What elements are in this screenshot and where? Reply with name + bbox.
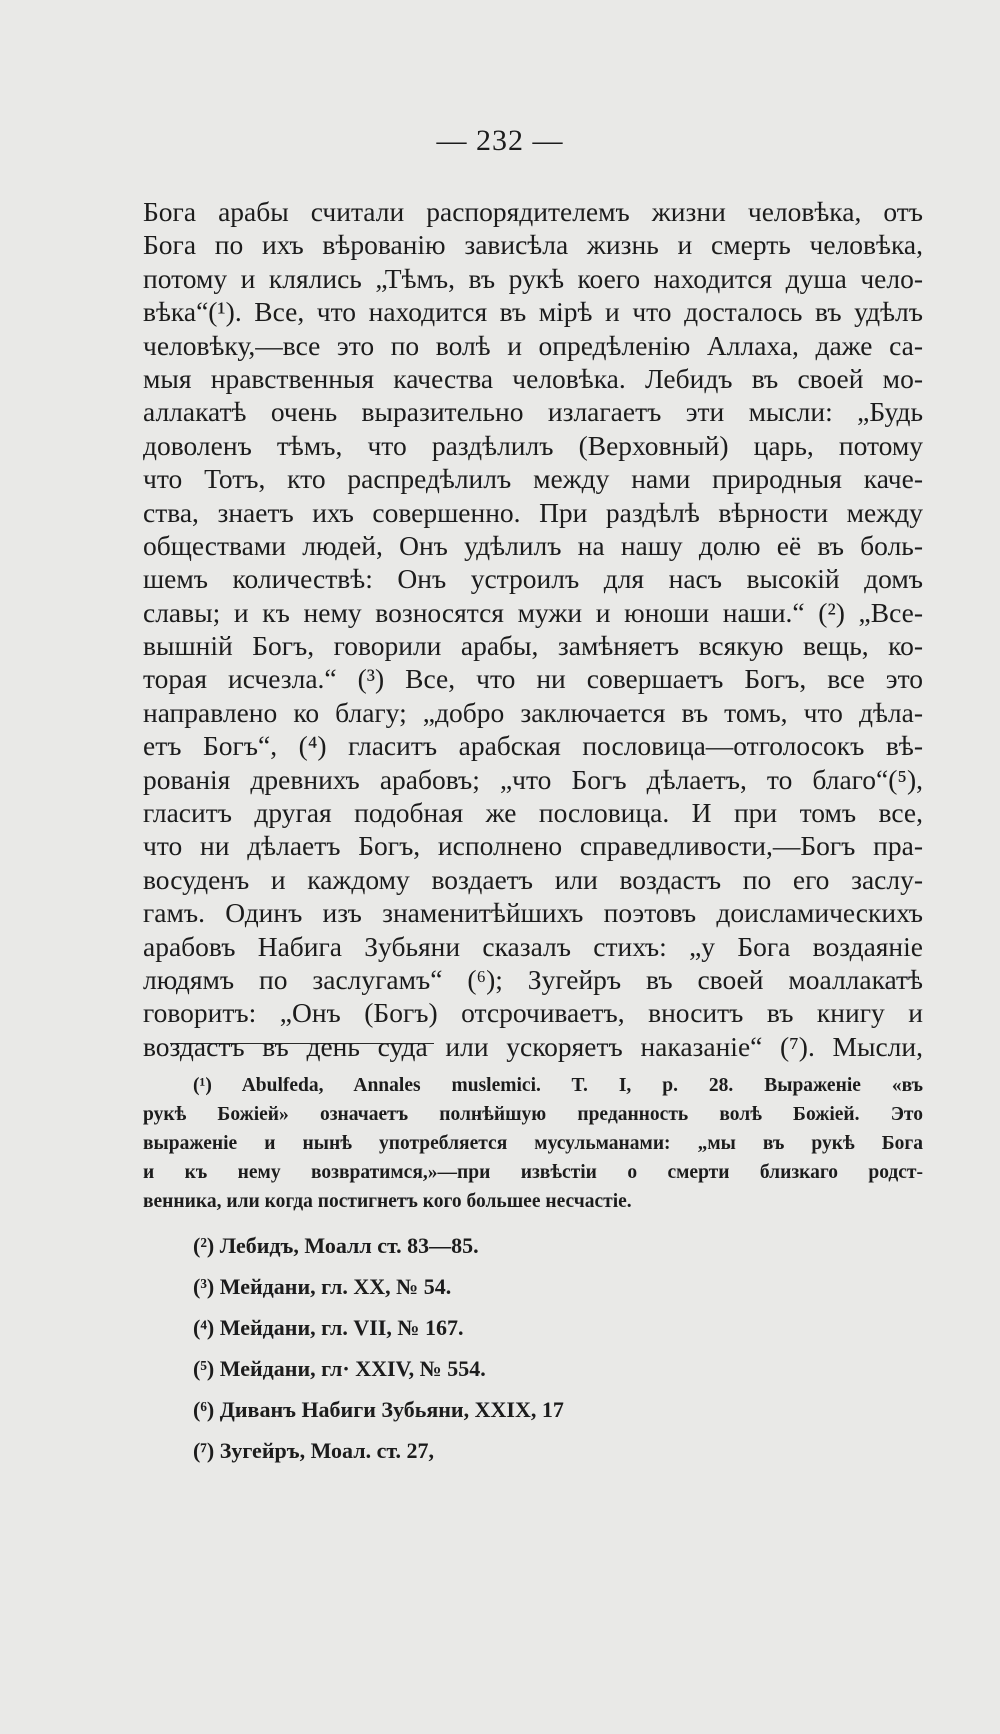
footnote-3: (³) Мейдани, гл. XX, № 54. (193, 1274, 452, 1299)
text-line: обществами людей, Онъ удѣлилъ на нашу долю её въ боль- (143, 529, 923, 561)
footnote-7: (⁷) Зугейръ, Моал. ст. 27, (193, 1438, 434, 1463)
text-line: воздастъ въ день суда или ускоряетъ наказаніе“ (⁷). Мысли, (143, 1030, 923, 1062)
footnote-6: (⁶) Диванъ Набиги Зубьяни, XXIX, 17 (193, 1397, 564, 1422)
text-line: ства, знаетъ ихъ совершенно. При раздѣлѣ вѣрности между (143, 496, 923, 528)
text-line: Бога арабы считали распорядителемъ жизни человѣка, отъ (143, 196, 923, 227)
text-line: гласитъ другая подобная же пословица. И при томъ все, (143, 797, 923, 829)
footnote-line: выраженіе и нынѣ употребляется мусульманами: „мы въ рукѣ Бога (143, 1133, 923, 1154)
text-line: мыя нравственныя качества человѣка. Лебидъ въ своей мо- (143, 362, 923, 394)
text-line: шемъ количествѣ: Онъ устроилъ для насъ высокій домъ (143, 563, 923, 595)
footnote-1 (143, 1071, 923, 1216)
footnote-line: и къ нему возвратимся,»—при извѣстіи о смерти близкаго родст- (143, 1162, 923, 1183)
text-line: что ни дѣлаетъ Богъ, исполнено справедливости,—Богъ пра- (143, 830, 923, 862)
text-line: людямъ по заслугамъ“ (⁶); Зугейръ въ своей моаллакатѣ (143, 963, 923, 995)
footnote-5: (⁵) Мейдани, гл· XXIV, № 554. (193, 1356, 486, 1381)
text-line: потому и клялись „Тѣмъ, въ рукѣ коего находится душа чело- (143, 262, 923, 294)
text-line: вѣка“(¹). Все, что находится въ мірѣ и что досталось въ удѣлъ (143, 296, 923, 328)
footnote-list (143, 1225, 923, 1471)
text-line: что Тотъ, кто распредѣлилъ между нами природныя каче- (143, 463, 923, 495)
footnote-4: (⁴) Мейдани, гл. VII, № 167. (193, 1315, 464, 1340)
text-line: гамъ. Одинъ изъ знаменитѣйшихъ поэтовъ доисламическихъ (143, 897, 923, 929)
page-number: — 232 — (436, 124, 564, 157)
footnote-line: рукѣ Божіей» означаетъ полнѣйшую преданность волѣ Божіей. Это (143, 1104, 923, 1125)
text-line: направлено ко благу; „добро заключается въ томъ, что дѣла- (143, 696, 923, 728)
text-line: рованія древнихъ арабовъ; „что Богъ дѣлаетъ, то благо“(⁵), (143, 763, 923, 795)
footnote-line: (¹) Abulfeda, Annales muslemici. T. I, p. 28. Выраженіе «въ (193, 1075, 923, 1096)
footnote-2: (²) Лебидъ, Моалл ст. 83—85. (193, 1233, 479, 1258)
text-line: аллакатѣ очень выразительно излагаетъ эти мысли: „Будь (143, 396, 923, 428)
text-line: славы; и къ нему возносятся мужи и юноши наши.“ (²) „Все- (143, 596, 923, 628)
text-line: етъ Богъ“, (⁴) гласитъ арабская пословица—отголосокъ вѣ- (143, 730, 923, 762)
footnote-line: венника, или когда постигнетъ кого большее несчастіе. (143, 1191, 632, 1212)
text-line: торая исчезла.“ (³) Все, что ни совершаетъ Богъ, все это (143, 663, 923, 695)
text-line: восуденъ и каждому воздаетъ или воздастъ по его заслу- (143, 863, 923, 895)
text-line: вышній Богъ, говорили арабы, замѣняетъ всякую вещь, ко- (143, 630, 923, 662)
footnote-separator (170, 1043, 434, 1044)
text-line: доволенъ тѣмъ, что раздѣлилъ (Верховный) царь, потому (143, 429, 923, 461)
main-text (143, 195, 923, 1063)
text-line: Бога по ихъ вѣрованію зависѣла жизнь и смерть человѣка, (143, 229, 923, 261)
text-line: человѣку,—все это по волѣ и опредѣленію Аллаха, даже са- (143, 329, 923, 361)
text-line: говоритъ: „Онъ (Богъ) отсрочиваетъ, вноситъ въ книгу и (143, 997, 923, 1029)
text-line: арабовъ Набига Зубьяни сказалъ стихъ: „у Бога воздаяніе (143, 930, 923, 962)
